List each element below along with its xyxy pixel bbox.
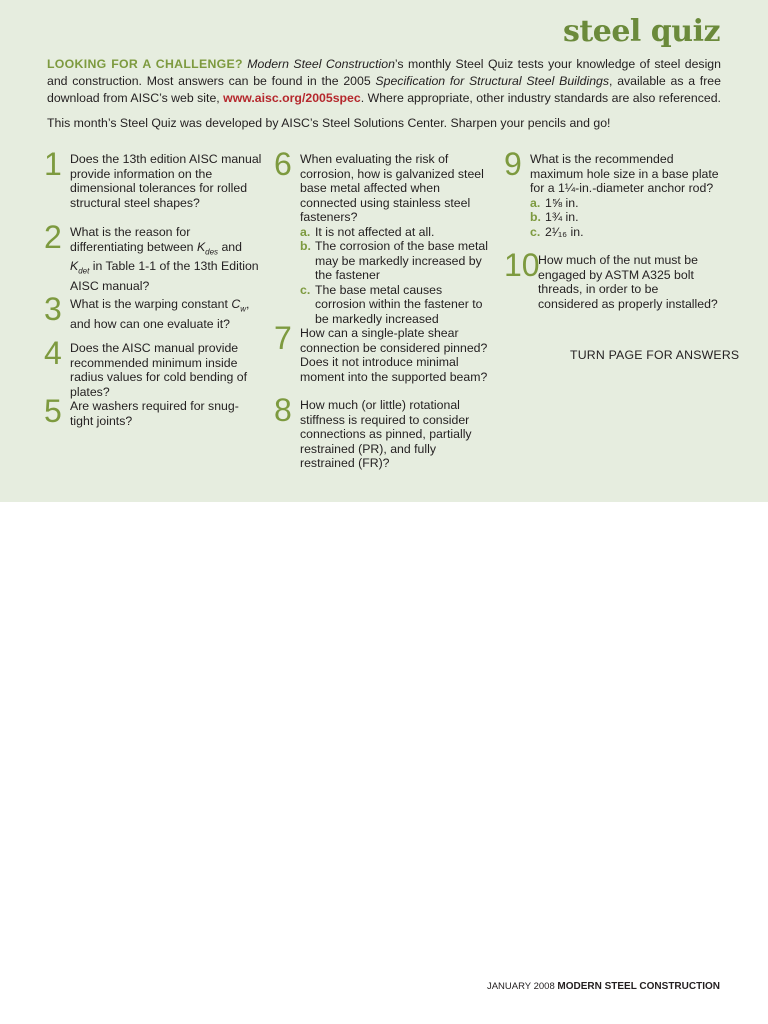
question-text: How much (or little) rotational stiffness is required to consider connections as pinned, partially restrained (PR), and fully restrained (FR)? [300,398,472,470]
question-text: Does the AISC manual provide recommended minimum inside radius values for cold bending of plates? [70,341,248,399]
question-text: Does the 13th edition AISC manual provide information on the dimensional tolerances for rolled structural steel shapes? [70,152,262,210]
question-text: When evaluating the risk of corrosion, how is galvanized steel base metal affected when connected using stainless steel fasteners? a. It is not affected at all. b. The corrosion of the base metal may be markedly increased by the fastener c. The base metal causes corrosion within the fastener to be markedly increased [300,152,488,326]
sub-intro: This month’s Steel Quiz was developed by AISC’s Steel Solutions Center. Sharpen your pencils and go! [47,116,611,130]
magazine-name: MODERN STEEL CONSTRUCTION [557,981,720,992]
option-a: a. It is not affected at all. [300,224,435,239]
spec-title: Specification for Structural Steel Buildings [375,74,610,88]
page-footer [487,981,720,992]
question-number: 9 [504,146,522,182]
option-c: c. The base metal causes corrosion within the fastener to be markedly increased [300,282,483,326]
page-title: steel quiz [563,14,720,49]
intro-paragraph: LOOKING FOR A CHALLENGE? Modern Steel Construction’s monthly Steel Quiz tests your knowledge of steel design and construction. Most answers can be found in the 2005 Specification for Structural Steel Buildings, available as a free download from AISC’s web site, www.aisc.org/2005spec. Where appropriate, other industry standards are also referenced. [47,57,721,105]
question-text: How much of the nut must be engaged by ASTM A325 bolt threads, in order to be considered as properly installed? [538,253,718,311]
question-number: 2 [44,219,62,255]
option-list [300,225,488,327]
question-number: 4 [44,335,62,371]
intro-lead: LOOKING FOR A CHALLENGE? [47,57,243,71]
question-number: 1 [44,146,62,182]
spec-link[interactable]: www.aisc.org/2005spec [223,91,361,105]
option-list [530,196,720,240]
question-number: 10 [504,247,540,283]
question-text: What is the recommended maximum hole size in a base plate for a 1¼-in.-diameter anchor rod? a. 1⅝ in. b. 1¾ in. c. 2¹⁄₁₆ in. [530,152,719,239]
question-number: 6 [274,146,292,182]
turn-page-note: TURN PAGE FOR ANSWERS [570,348,740,362]
question-number: 3 [44,291,62,327]
question-text: Are washers required for snug-tight joints? [70,399,239,428]
question-number: 5 [44,393,62,429]
question-text: How can a single-plate shear connection be considered pinned? Does it not introduce minimal moment into the supported beam? [300,326,488,384]
magazine-title: Modern Steel Construction [247,57,395,71]
question-text: What is the warping constant $C_w$, and how can one evaluate it? [70,297,250,331]
option-b: b. The corrosion of the base metal may be markedly increased by the fastener [300,239,488,282]
option-c: c. 2¹⁄₁₆ in. [530,224,584,239]
option-b: b. 1¾ in. [530,210,579,224]
option-a: a. 1⅝ in. [530,195,579,210]
question-text: What is the reason for differentiating between $K_{des}$ and $K_{det}$ in Table 1-1 of the 13th Edition AISC manual? [70,225,259,294]
question-number: 8 [274,392,292,428]
quiz-panel [0,0,768,502]
question-number: 7 [274,320,292,356]
issue-date: JANUARY 2008 [486,981,555,992]
